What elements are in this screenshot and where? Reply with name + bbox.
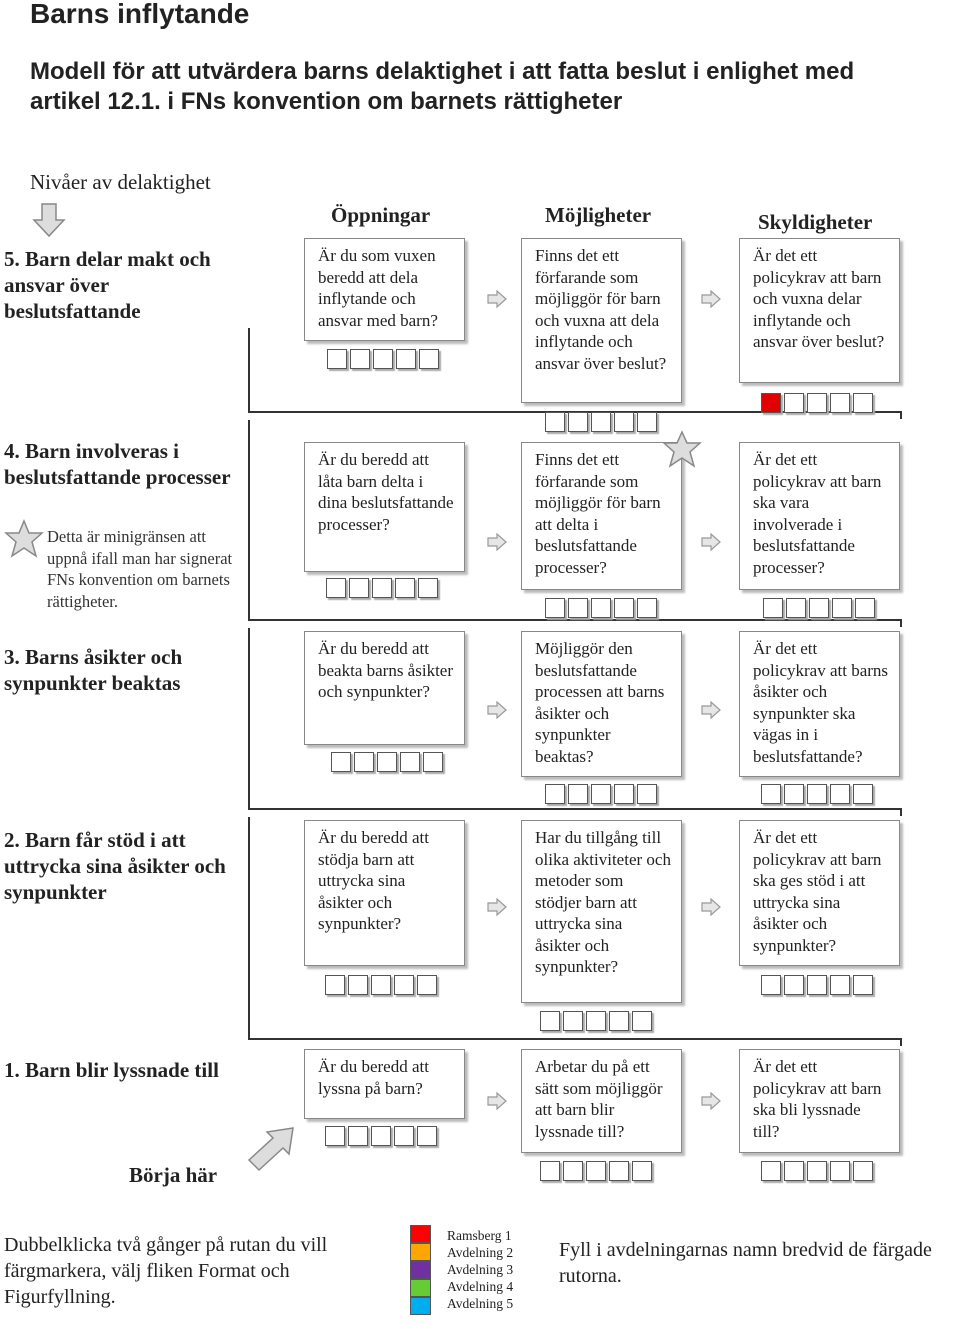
question-box-r3-mojligheter: Möjliggör den beslutsfattande processen att barns åsikter och synpunkter beaktas? <box>521 631 682 777</box>
legend-label-2[interactable]: Avdelning 2 <box>447 1245 514 1260</box>
color-square[interactable] <box>761 975 781 995</box>
color-square[interactable] <box>325 1126 345 1146</box>
legend-swatch-4[interactable] <box>410 1279 431 1297</box>
star-icon <box>3 519 45 561</box>
connector-line <box>900 411 902 419</box>
question-box-r1-oppningar: Är du beredd att lyssna på barn? <box>304 1049 465 1119</box>
color-square[interactable] <box>540 1011 560 1031</box>
levels-heading: Nivåer av delaktighet <box>30 170 211 194</box>
level-2-label: 2. Barn får stöd i att uttrycka sina åsikter och synpunkter <box>4 828 226 904</box>
checkbox-row-r2-mojligheter <box>540 1011 652 1031</box>
legend-label-4[interactable]: Avdelning 4 <box>447 1279 514 1294</box>
legend-label-1[interactable]: Ramsberg 1 <box>447 1228 512 1243</box>
column-header-oppningar: Öppningar <box>331 203 431 227</box>
color-square[interactable] <box>763 598 783 618</box>
connector-line <box>248 328 250 412</box>
legend-label-3[interactable]: Avdelning 3 <box>447 1262 514 1277</box>
color-square[interactable] <box>632 1161 652 1181</box>
right-arrow-icon <box>486 1092 508 1110</box>
question-box-r2-mojligheter: Har du tillgång till olika aktiviteter och metoder som stödjer barn att uttrycka sina åsikter och synpunkter? <box>521 820 682 1003</box>
color-square[interactable] <box>568 412 588 432</box>
question-box-r1-mojligheter: Arbetar du på ett sätt som möjliggör att barn blir lyssnade till? <box>521 1049 682 1153</box>
checkbox-row-r5-skyldigheter <box>761 393 873 413</box>
level-5-label: 5. Barn delar makt och ansvar över beslutsfattande <box>4 247 211 323</box>
color-square[interactable] <box>853 975 873 995</box>
color-square[interactable] <box>417 975 437 995</box>
legend-swatches <box>410 1225 431 1315</box>
color-square[interactable] <box>349 578 369 598</box>
color-square[interactable] <box>591 598 611 618</box>
color-square[interactable] <box>637 598 657 618</box>
color-square[interactable] <box>855 598 875 618</box>
color-square[interactable] <box>637 784 657 804</box>
color-square[interactable] <box>832 598 852 618</box>
connector-line <box>248 1038 900 1040</box>
color-square[interactable] <box>761 1161 781 1181</box>
minimum-note: Detta är minigränsen att uppnå ifall man har signerat FNs konvention om barnets rättigheter. <box>47 527 233 611</box>
color-square[interactable] <box>326 578 346 598</box>
color-square[interactable] <box>423 752 443 772</box>
color-square[interactable] <box>586 1011 606 1031</box>
checkbox-row-r5-mojligheter <box>545 412 657 432</box>
color-square[interactable] <box>807 1161 827 1181</box>
connector-line <box>248 628 250 808</box>
checkbox-row-r2-skyldigheter <box>761 975 873 995</box>
color-square[interactable] <box>350 349 370 369</box>
color-square[interactable] <box>830 784 850 804</box>
color-square[interactable] <box>784 393 804 413</box>
star-icon <box>662 430 702 470</box>
right-arrow-icon <box>700 290 722 308</box>
color-square[interactable] <box>400 752 420 772</box>
color-square[interactable] <box>784 1161 804 1181</box>
color-square[interactable] <box>325 975 345 995</box>
column-header-mojligheter: Möjligheter <box>545 203 652 227</box>
checkbox-row-r4-skyldigheter <box>763 598 875 618</box>
column-header-skyldigheter: Skyldigheter <box>758 210 873 234</box>
color-square[interactable] <box>807 975 827 995</box>
color-square[interactable] <box>809 598 829 618</box>
instruction-text: Dubbelklicka två gånger på rutan du vill färgmarkera, välj fliken Format och Figurfyllning. <box>4 1234 328 1308</box>
color-square[interactable] <box>417 1126 437 1146</box>
color-square[interactable] <box>853 784 873 804</box>
start-label: Börja här <box>129 1163 218 1187</box>
color-square[interactable] <box>371 975 391 995</box>
legend-labels <box>447 1227 513 1315</box>
right-arrow-icon <box>700 898 722 916</box>
connector-line <box>248 619 900 621</box>
right-arrow-icon <box>700 533 722 551</box>
color-square[interactable] <box>807 393 827 413</box>
color-square[interactable] <box>545 412 565 432</box>
color-square[interactable] <box>807 784 827 804</box>
legend <box>410 1225 513 1315</box>
color-square[interactable] <box>853 393 873 413</box>
right-arrow-icon <box>486 290 508 308</box>
color-square[interactable] <box>331 752 351 772</box>
color-square[interactable] <box>354 752 374 772</box>
question-box-r5-mojligheter: Finns det ett förfarande som möjliggör för barn och vuxna att dela inflytande och ansvar över beslut? <box>521 238 682 403</box>
question-box-r3-oppningar: Är du beredd att beakta barns åsikter och synpunkter? <box>304 631 465 745</box>
color-square[interactable] <box>348 1126 368 1146</box>
color-square[interactable] <box>395 578 415 598</box>
color-square[interactable] <box>540 1161 560 1181</box>
page-title: Barns inflytande <box>30 0 250 29</box>
fill-instruction-text: Fyll i avdelningarnas namn bredvid de färgade rutorna. <box>559 1239 932 1287</box>
checkbox-row-r3-oppningar <box>331 752 443 772</box>
right-arrow-icon <box>486 898 508 916</box>
connector-line <box>900 619 902 627</box>
question-box-r4-oppningar: Är du beredd att låta barn delta i dina beslutsfattande processer? <box>304 442 465 572</box>
color-square[interactable] <box>396 349 416 369</box>
checkbox-row-r2-oppningar <box>325 975 437 995</box>
right-arrow-icon <box>700 1092 722 1110</box>
question-box-r5-oppningar: Är du som vuxen beredd att dela inflytande och ansvar med barn? <box>304 238 465 341</box>
connector-line <box>248 808 900 810</box>
checkbox-row-r5-oppningar <box>327 349 439 369</box>
question-box-r2-skyldigheter: Är det ett policykrav att barn ska ges stöd i att uttrycka sina åsikter och synpunkter? <box>739 820 900 966</box>
color-square[interactable] <box>373 349 393 369</box>
checkbox-row-r3-mojligheter <box>545 784 657 804</box>
level-3-label: 3. Barns åsikter och synpunkter beaktas <box>4 645 183 695</box>
color-square[interactable] <box>586 1161 606 1181</box>
right-arrow-icon <box>486 533 508 551</box>
right-arrow-icon <box>486 701 508 719</box>
color-square[interactable] <box>568 784 588 804</box>
color-square[interactable] <box>609 1161 629 1181</box>
color-square[interactable] <box>637 412 657 432</box>
question-box-r4-skyldigheter: Är det ett policykrav att barn ska vara involverade i beslutsfattande processer? <box>739 442 900 590</box>
color-square[interactable] <box>784 975 804 995</box>
question-box-r5-skyldigheter: Är det ett policykrav att barn och vuxna delar inflytande och ansvar över beslut? <box>739 238 900 383</box>
checkbox-row-r1-skyldigheter <box>761 1161 873 1181</box>
color-square[interactable] <box>377 752 397 772</box>
color-square[interactable] <box>761 784 781 804</box>
legend-swatch-5[interactable] <box>410 1297 431 1315</box>
color-square[interactable] <box>418 578 438 598</box>
color-square[interactable] <box>563 1161 583 1181</box>
color-square[interactable] <box>419 349 439 369</box>
color-square[interactable] <box>545 784 565 804</box>
color-square[interactable] <box>784 784 804 804</box>
connector-line <box>248 817 250 1039</box>
color-square[interactable] <box>614 598 634 618</box>
page-subtitle: Modell för att utvärdera barns delaktighet i att fatta beslut i enlighet med artikel 12.1. i FNs konvention om barnets rättigheter <box>30 58 855 115</box>
color-square[interactable] <box>830 1161 850 1181</box>
color-square[interactable] <box>568 598 588 618</box>
color-square[interactable] <box>614 784 634 804</box>
legend-swatch-3[interactable] <box>410 1261 431 1279</box>
checkbox-row-r1-oppningar <box>325 1126 437 1146</box>
checkbox-row-r3-skyldigheter <box>761 784 873 804</box>
checkbox-row-r4-mojligheter <box>545 598 657 618</box>
checkbox-row-r4-oppningar <box>326 578 438 598</box>
color-square[interactable] <box>830 393 850 413</box>
color-square[interactable] <box>609 1011 629 1031</box>
right-arrow-icon <box>700 701 722 719</box>
level-4-label: 4. Barn involveras i beslutsfattande processer <box>4 439 231 489</box>
connector-line <box>900 1038 902 1046</box>
start-arrow-icon <box>243 1124 299 1174</box>
level-1-label: 1. Barn blir lyssnade till <box>4 1058 219 1082</box>
color-square[interactable] <box>394 1126 414 1146</box>
color-square[interactable] <box>394 975 414 995</box>
color-square[interactable] <box>632 1011 652 1031</box>
legend-swatch-1[interactable] <box>410 1225 431 1243</box>
color-square[interactable] <box>591 784 611 804</box>
color-square[interactable] <box>372 578 392 598</box>
question-box-r1-skyldigheter: Är det ett policykrav att barn ska bli lyssnade till? <box>739 1049 900 1153</box>
color-square[interactable] <box>545 598 565 618</box>
color-square[interactable] <box>348 975 368 995</box>
question-box-r2-oppningar: Är du beredd att stödja barn att uttrycka sina åsikter och synpunkter? <box>304 820 465 966</box>
color-square[interactable] <box>830 975 850 995</box>
color-square[interactable] <box>786 598 806 618</box>
color-square[interactable] <box>563 1011 583 1031</box>
color-square[interactable] <box>371 1126 391 1146</box>
legend-swatch-2[interactable] <box>410 1243 431 1261</box>
legend-label-5[interactable]: Avdelning 5 <box>447 1296 514 1311</box>
down-arrow-icon <box>30 202 68 240</box>
connector-line <box>900 808 902 816</box>
color-square[interactable] <box>327 349 347 369</box>
question-box-r4-mojligheter: Finns det ett förfarande som möjliggör för barn att delta i beslutsfattande processer? <box>521 442 682 590</box>
connector-line <box>248 420 250 620</box>
color-square[interactable] <box>853 1161 873 1181</box>
checkbox-row-r1-mojligheter <box>540 1161 652 1181</box>
question-box-r3-skyldigheter: Är det ett policykrav att barns åsikter och synpunkter ska vägas in i beslutsfattande? <box>739 631 900 777</box>
color-square[interactable] <box>591 412 611 432</box>
color-square[interactable] <box>614 412 634 432</box>
color-square-marked[interactable] <box>761 393 781 413</box>
